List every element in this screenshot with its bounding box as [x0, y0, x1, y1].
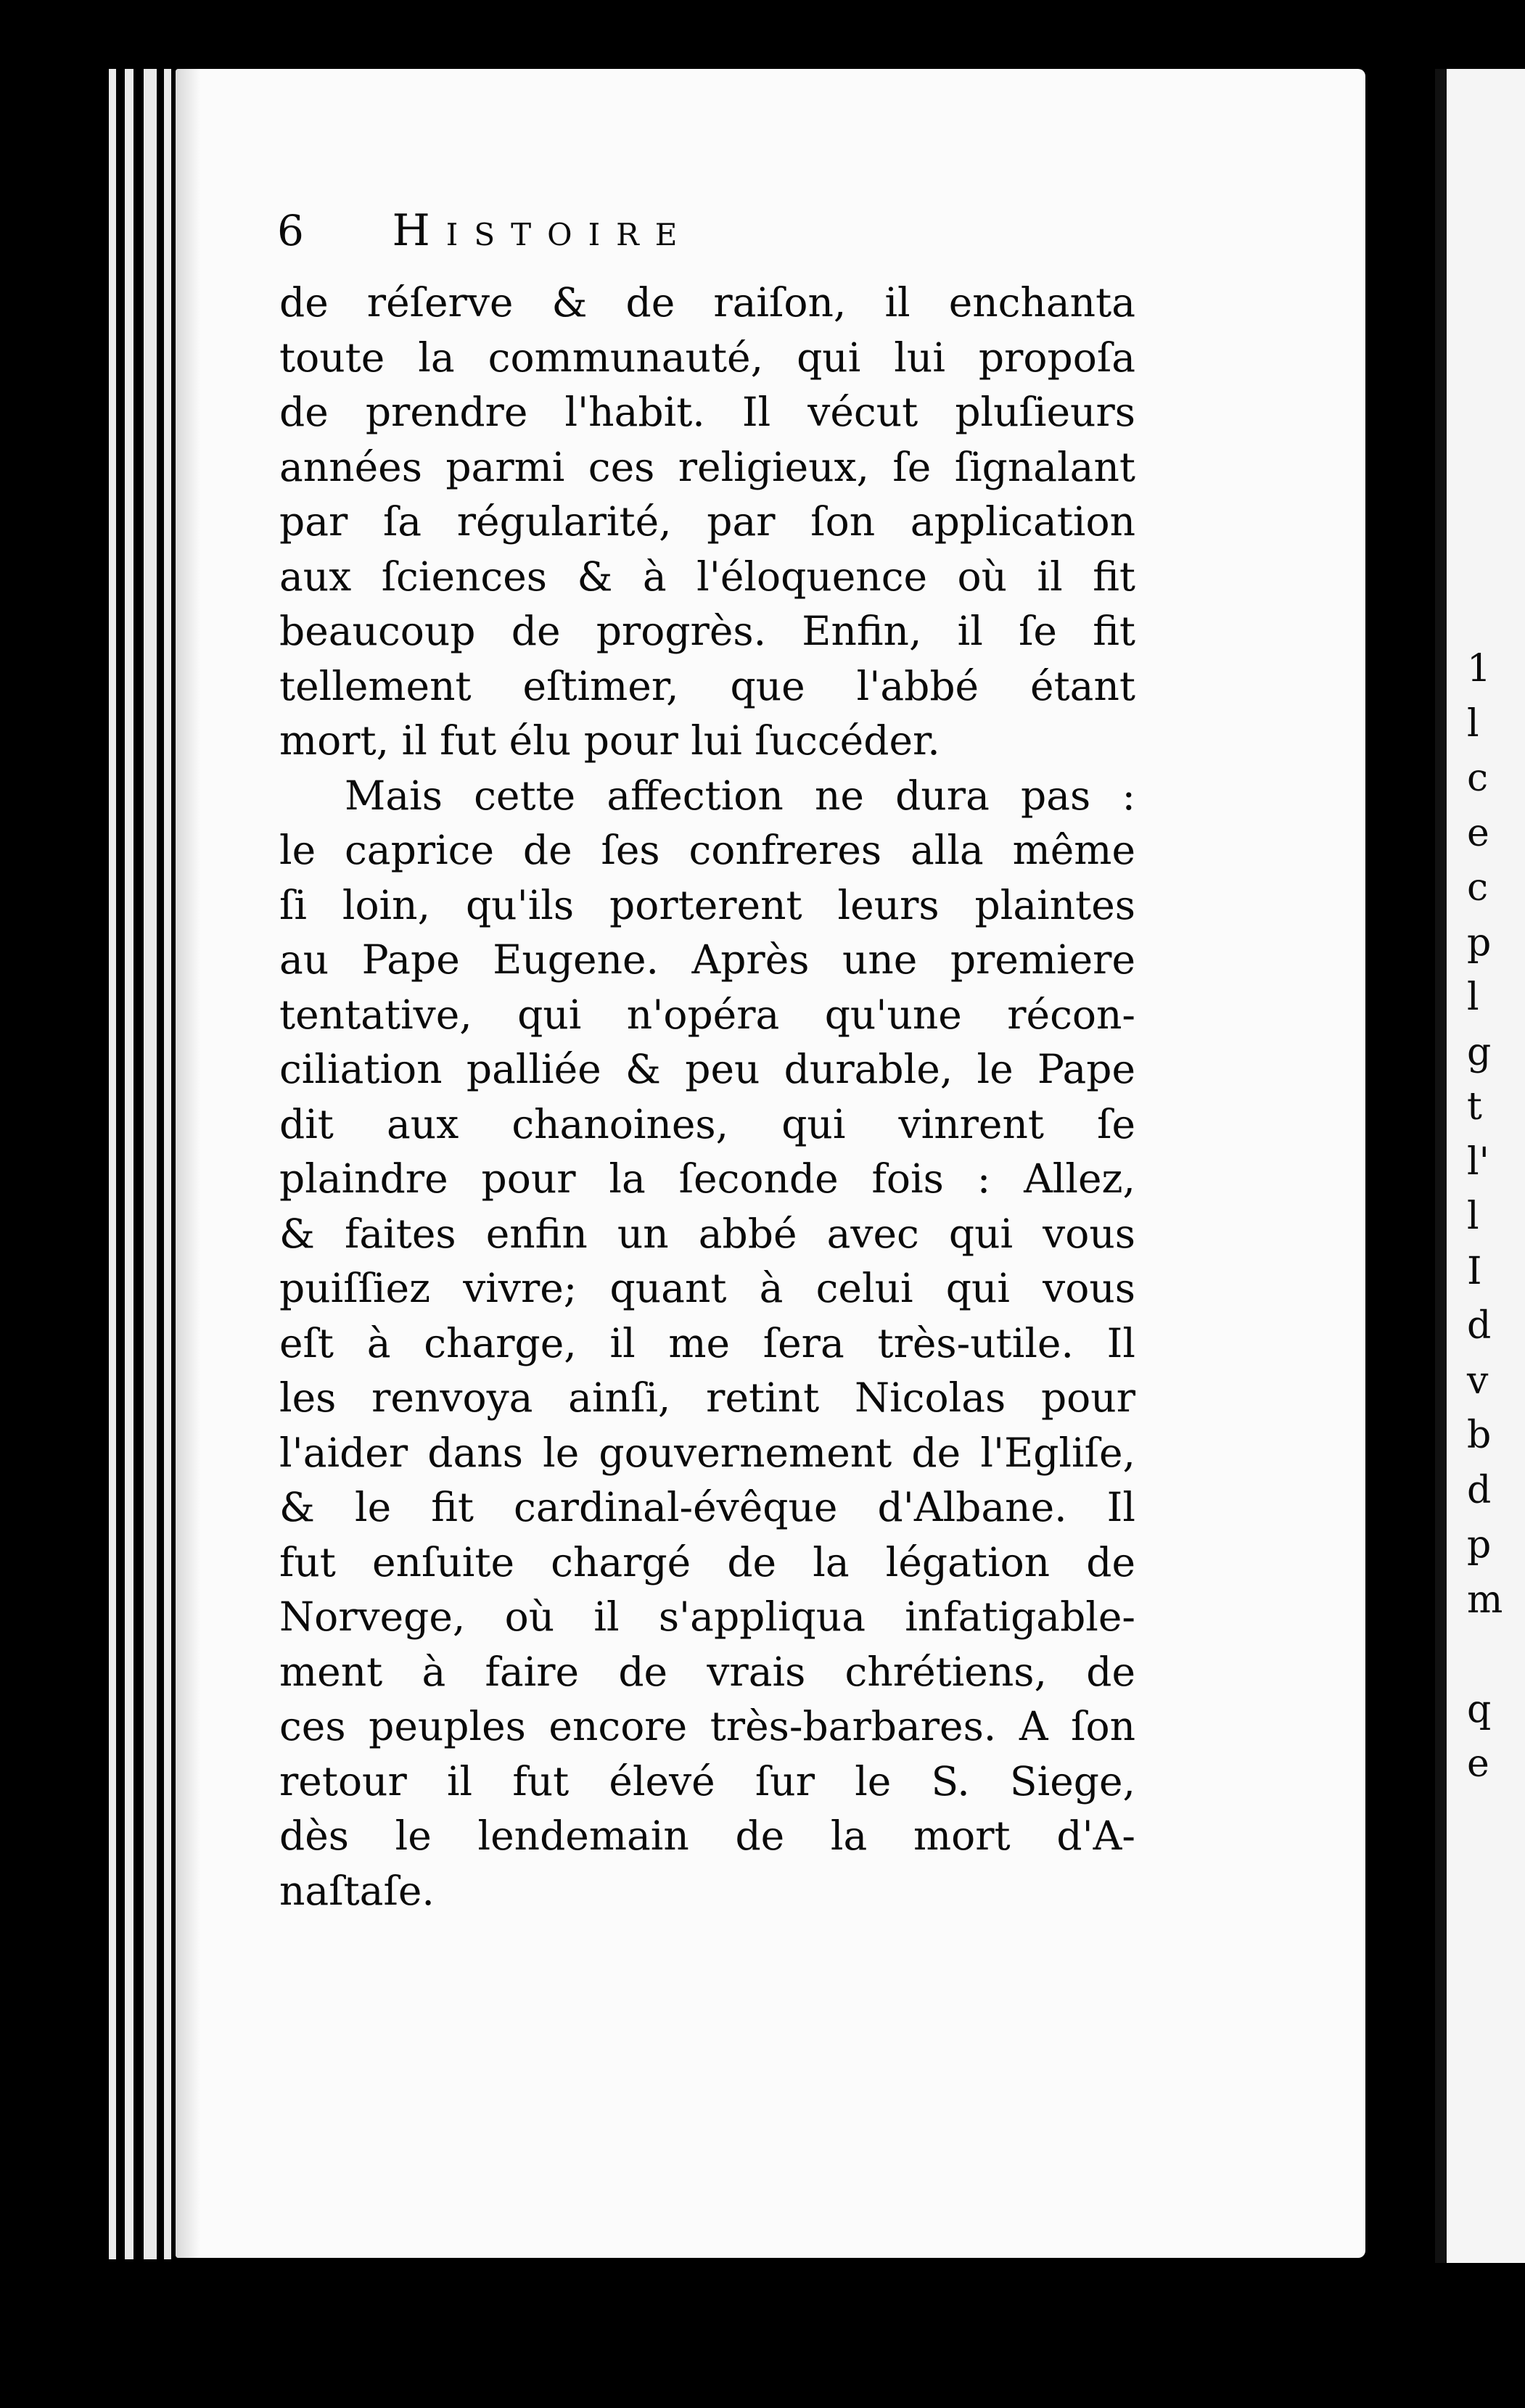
text-line: les renvoya ainſi, retint Nicolas pour	[279, 1374, 1135, 1421]
facing-fragment: q	[1467, 1687, 1492, 1731]
facing-fragment: p	[1467, 920, 1492, 965]
text-line: fut enſuite chargé de la légation de	[279, 1538, 1135, 1586]
text-line: & faites enfin un abbé avec qui vous	[279, 1210, 1135, 1257]
text-line: beaucoup de progrès. Enfin, il ſe fit	[279, 608, 1135, 654]
facing-fragment: d	[1467, 1468, 1492, 1512]
facing-fragment: m	[1467, 1578, 1503, 1622]
text-line: plaindre pour la ſeconde fois : Allez,	[279, 1155, 1135, 1202]
text-line: Norvege, où il s'appliqua infatigable-	[279, 1593, 1135, 1640]
text-line: ciliation palliée & peu durable, le Pape	[279, 1046, 1135, 1092]
facing-fragment: I	[1467, 1249, 1482, 1293]
text-line: naſtaſe.	[279, 1867, 435, 1914]
text-line: ſi loin, qu'ils porterent leurs plaintes	[279, 881, 1135, 928]
facing-fragment: v	[1467, 1358, 1489, 1403]
facing-fragment: l'	[1467, 1139, 1489, 1184]
text-line: aux ſciences & à l'éloquence où il fit	[279, 553, 1135, 600]
text-line-paragraph-start: Mais cette affection ne dura pas :	[345, 772, 1135, 819]
page-header	[277, 205, 693, 256]
page-number: 6	[277, 206, 304, 255]
binding-edge	[164, 69, 171, 2259]
facing-page-edge	[1435, 69, 1525, 2263]
facing-fragment: g	[1467, 1030, 1492, 1074]
text-line: le caprice de ſes confreres alla même	[279, 827, 1135, 873]
text-line: ces peuples encore très-barbares. A ſon	[279, 1703, 1135, 1749]
facing-fragment: c	[1467, 866, 1489, 910]
binding-edge	[109, 69, 116, 2259]
facing-fragment: e	[1467, 1742, 1489, 1786]
facing-fragment: e	[1467, 811, 1489, 855]
running-head: Histoire	[392, 205, 694, 256]
text-line: tentative, qui n'opéra qu'une récon-	[279, 991, 1135, 1038]
text-line: tellement eſtimer, que l'abbé étant	[279, 662, 1135, 709]
text-line: dès le lendemain de la mort d'A-	[279, 1813, 1135, 1859]
facing-fragment: c	[1467, 756, 1489, 800]
text-line: années parmi ces religieux, ſe ſignalant	[279, 443, 1135, 490]
facing-fragment: b	[1467, 1414, 1492, 1457]
facing-gutter	[1435, 69, 1447, 2263]
text-line: de prendre l'habit. Il vécut pluſieurs	[279, 389, 1135, 435]
facing-fragment: l	[1467, 1195, 1479, 1238]
binding-edge	[144, 69, 157, 2259]
facing-fragment: 1	[1467, 647, 1492, 690]
text-line: l'aider dans le gouvernement de l'Egliſe,	[279, 1429, 1135, 1476]
body-text	[279, 276, 1135, 1918]
text-line: par ſa régularité, par ſon application	[279, 498, 1135, 545]
facing-page-text	[1467, 642, 1503, 1792]
facing-fragment	[1467, 1628, 1503, 1683]
text-line: mort, il fut élu pour lui ſuccéder.	[279, 717, 940, 764]
gutter-shadow	[176, 69, 200, 2258]
binding-edge	[125, 69, 133, 2259]
facing-fragment: t	[1467, 1085, 1482, 1129]
text-line: ment à faire de vrais chrétiens, de	[279, 1648, 1135, 1695]
text-line: puiſſiez vivre; quant à celui qui vous	[279, 1265, 1135, 1311]
facing-fragment: d	[1467, 1304, 1492, 1348]
facing-fragment: l	[1467, 976, 1479, 1019]
text-line: au Pape Eugene. Après une premiere	[279, 936, 1135, 983]
text-line: dit aux chanoines, qui vinrent ſe	[279, 1100, 1135, 1147]
facing-fragment: l	[1467, 701, 1479, 746]
facing-fragment: p	[1467, 1523, 1492, 1567]
text-line: retour il fut élevé ſur le S. Siege,	[279, 1757, 1135, 1805]
text-line: toute la communauté, qui lui propoſa	[279, 334, 1135, 381]
text-line: eſt à charge, il me ſera très-utile. Il	[279, 1319, 1135, 1366]
text-line: de réſerve & de raiſon, il enchanta	[279, 279, 1135, 326]
text-line: & le fit cardinal-évêque d'Albane. Il	[279, 1484, 1135, 1530]
